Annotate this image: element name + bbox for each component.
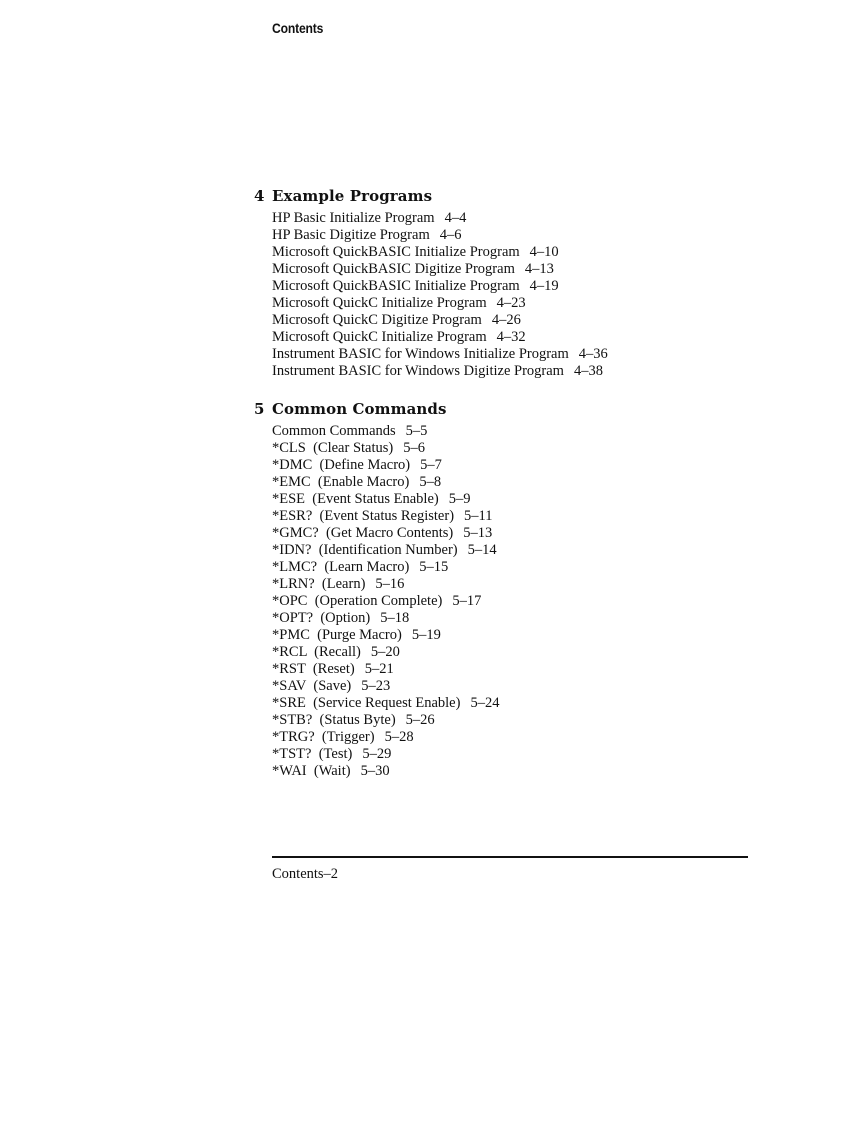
toc-entry-page: 5–7 <box>420 457 442 473</box>
toc-entry-title: *PMC (Purge Macro) <box>272 627 402 643</box>
toc-entry <box>272 363 774 380</box>
toc-entry-page: 5–8 <box>419 474 442 490</box>
toc-entry <box>272 329 774 346</box>
toc-entry <box>272 508 774 525</box>
toc-entry-title: Microsoft QuickC Initialize Program <box>272 329 487 345</box>
toc-entry <box>272 261 774 278</box>
toc-entry-page: 4–13 <box>524 261 554 277</box>
toc-entry <box>272 729 774 746</box>
toc-entry-page: 4–4 <box>444 210 467 226</box>
toc-entry-page: 4–32 <box>496 329 526 345</box>
chapter-5-section <box>254 399 774 780</box>
toc-entry <box>272 712 774 729</box>
toc-entry <box>272 763 774 780</box>
toc-entry-title: Microsoft QuickBASIC Digitize Program <box>272 261 515 277</box>
toc-entry-title: Microsoft QuickC Initialize Program <box>272 295 487 311</box>
toc-entry-title: *STB? (Status Byte) <box>272 712 396 728</box>
toc-entry-title: *CLS (Clear Status) <box>272 440 394 456</box>
toc-entry-page: 4–36 <box>578 346 608 362</box>
toc-entry-title: HP Basic Initialize Program <box>272 210 435 226</box>
toc-entry-page: 5–26 <box>405 712 435 728</box>
toc-entry-title: *ESE (Event Status Enable) <box>272 491 439 507</box>
toc-entry-title: *TST? (Test) <box>272 746 353 762</box>
toc-entry <box>272 210 774 227</box>
toc-entry <box>272 610 774 627</box>
toc-entry <box>272 576 774 593</box>
toc-entry-page: 5–24 <box>470 695 500 711</box>
toc-entry-page: 4–26 <box>491 312 521 328</box>
toc-entry-list <box>254 423 774 780</box>
toc-entry <box>272 423 774 440</box>
toc-entry <box>272 278 774 295</box>
toc-entry <box>272 746 774 763</box>
chapter-number: 5 <box>254 400 265 418</box>
toc-entry-title: Instrument BASIC for Windows Digitize Program <box>272 363 564 379</box>
toc-entry-title: *LRN? (Learn) <box>272 576 366 592</box>
toc-entry-page: 5–28 <box>384 729 414 745</box>
toc-entry-page: 5–29 <box>362 746 392 762</box>
toc-entry <box>272 295 774 312</box>
toc-entry <box>272 227 774 244</box>
toc-entry <box>272 559 774 576</box>
toc-entry-title: *OPT? (Option) <box>272 610 371 626</box>
chapter-title: Common Commands <box>272 400 447 418</box>
chapter-heading <box>254 186 774 210</box>
toc-entry-page: 5–23 <box>361 678 391 694</box>
toc-entry-page: 5–13 <box>463 525 493 541</box>
toc-entry-title: Microsoft QuickBASIC Initialize Program <box>272 278 520 294</box>
toc-entry-page: 5–11 <box>464 508 493 524</box>
footer-rule <box>272 856 748 858</box>
toc-entry-title: Instrument BASIC for Windows Initialize Program <box>272 346 569 362</box>
toc-entry-title: Microsoft QuickBASIC Initialize Program <box>272 244 520 260</box>
toc-entry-title: *DMC (Define Macro) <box>272 457 411 473</box>
toc-entry-title: *TRG? (Trigger) <box>272 729 375 745</box>
chapter-number: 4 <box>254 187 265 205</box>
toc-entry <box>272 457 774 474</box>
toc-entry-title: *RCL (Recall) <box>272 644 361 660</box>
toc-entry-title: *GMC? (Get Macro Contents) <box>272 525 454 541</box>
running-head: Contents <box>272 21 324 36</box>
chapter-4-section <box>254 186 774 380</box>
toc-entry-page: 5–17 <box>452 593 482 609</box>
toc-entry-title: *WAI (Wait) <box>272 763 351 779</box>
toc-entry-page: 5–6 <box>403 440 425 456</box>
toc-entry <box>272 491 774 508</box>
toc-entry-title: *RST (Reset) <box>272 661 355 677</box>
chapter-title: Example Programs <box>272 187 433 205</box>
chapter-heading <box>254 399 774 423</box>
toc-entry <box>272 644 774 661</box>
toc-entry-page: 5–14 <box>467 542 497 558</box>
toc-entry-page: 5–5 <box>405 423 428 439</box>
toc-entry-page: 4–19 <box>529 278 559 294</box>
toc-entry-page: 5–20 <box>370 644 400 660</box>
toc-entry <box>272 474 774 491</box>
toc-entry <box>272 525 774 542</box>
toc-entry-page: 5–18 <box>380 610 410 626</box>
toc-entry-page: 5–21 <box>364 661 394 677</box>
toc-entry <box>272 346 774 363</box>
toc-entry <box>272 244 774 261</box>
toc-entry-page: 4–23 <box>496 295 526 311</box>
toc-entry-title: *SRE (Service Request Enable) <box>272 695 461 711</box>
toc-entry <box>272 661 774 678</box>
toc-entry-title: Common Commands <box>272 423 396 439</box>
toc-entry-title: Microsoft QuickC Digitize Program <box>272 312 482 328</box>
toc-entry-page: 5–9 <box>448 491 471 507</box>
toc-entry <box>272 542 774 559</box>
toc-entry <box>272 627 774 644</box>
toc-entry-page: 4–10 <box>529 244 559 260</box>
toc-entry-page: 5–19 <box>411 627 441 643</box>
toc-entry <box>272 440 774 457</box>
toc-entry-title: *LMC? (Learn Macro) <box>272 559 410 575</box>
toc-entry-page: 5–30 <box>360 763 390 779</box>
toc-entry-list <box>254 210 774 380</box>
toc-entry-title: *SAV (Save) <box>272 678 352 694</box>
toc-entry <box>272 695 774 712</box>
page-folio: Contents–2 <box>272 866 339 882</box>
toc-entry-title: *ESR? (Event Status Register) <box>272 508 455 524</box>
toc-entry <box>272 678 774 695</box>
toc-entry <box>272 593 774 610</box>
toc-entry-page: 5–15 <box>419 559 449 575</box>
toc-entry-title: *OPC (Operation Complete) <box>272 593 443 609</box>
toc-entry-title: HP Basic Digitize Program <box>272 227 430 243</box>
toc-entry-title: *IDN? (Identification Number) <box>272 542 458 558</box>
toc-entry <box>272 312 774 329</box>
toc-entry-page: 5–16 <box>375 576 405 592</box>
toc-entry-title: *EMC (Enable Macro) <box>272 474 410 490</box>
toc-entry-page: 4–6 <box>439 227 462 243</box>
toc-entry-page: 4–38 <box>573 363 603 379</box>
